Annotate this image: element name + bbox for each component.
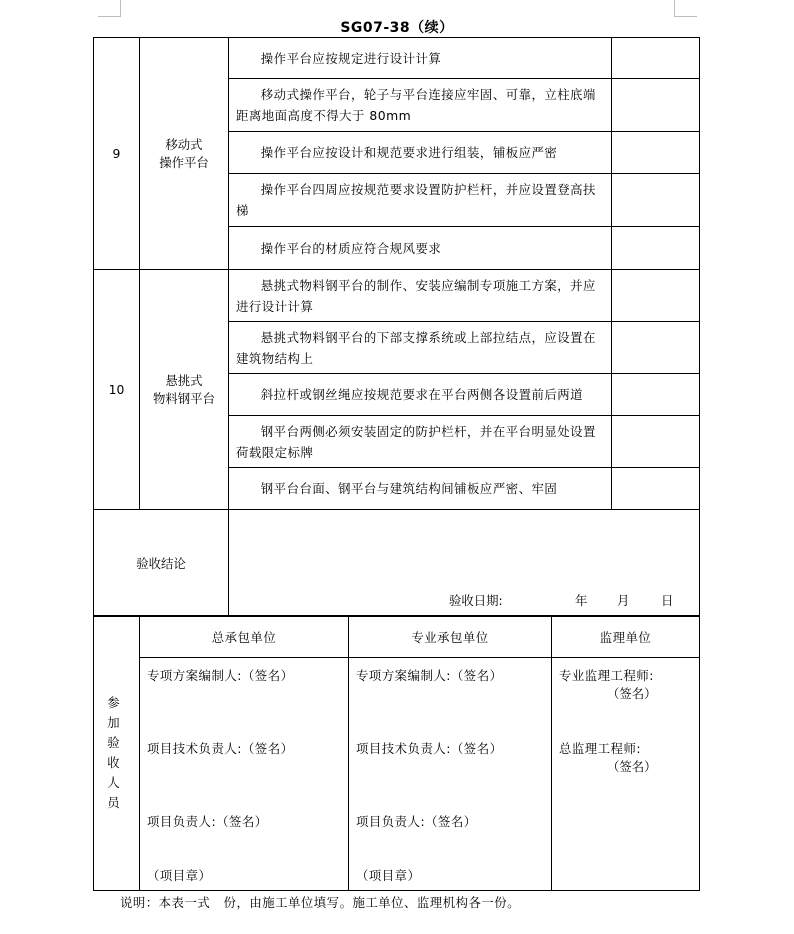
result-cell[interactable] xyxy=(612,270,700,322)
requirement-text: 钢平台台面、钢平台与建筑结构间铺板应严密、牢固 xyxy=(229,468,612,510)
item-number: 9 xyxy=(94,38,140,270)
table-row xyxy=(94,38,700,79)
chief-supervisor-sign: （签名） xyxy=(607,759,657,774)
specialty-contractor-signatures[interactable] xyxy=(349,658,552,891)
result-cell[interactable] xyxy=(612,79,700,132)
conclusion-field[interactable] xyxy=(229,510,700,617)
page-corner-mark-right xyxy=(674,0,697,17)
plan-author-sign: 专项方案编制人:（签名） xyxy=(356,668,503,683)
category-line: 操作平台 xyxy=(159,154,209,170)
result-cell[interactable] xyxy=(612,38,700,79)
item-category xyxy=(140,38,229,270)
chief-supervisor-label: 总监理工程师: xyxy=(559,741,642,756)
result-cell[interactable] xyxy=(612,374,700,416)
conclusion-label: 验收结论 xyxy=(94,510,229,617)
header-specialty-contractor: 专业承包单位 xyxy=(349,616,552,658)
tech-lead-sign: 项目技术负责人:（签名） xyxy=(147,741,294,756)
result-cell[interactable] xyxy=(612,468,700,510)
requirement-text: 操作平台四周应按规范要求设置防护栏杆，并应设置登高扶梯 xyxy=(229,174,612,227)
date-label: 验收日期: xyxy=(449,593,503,608)
requirement-text: 操作平台应按规定进行设计计算 xyxy=(229,38,612,79)
requirement-text: 悬挑式物料钢平台的制作、安装应编制专项施工方案，并应进行设计计算 xyxy=(229,270,612,322)
participants-sign-row xyxy=(94,658,700,891)
item-number: 10 xyxy=(94,270,140,510)
requirement-text: 钢平台两侧必须安装固定的防护栏杆，并在平台明显处设置荷载限定标牌 xyxy=(229,416,612,468)
result-cell[interactable] xyxy=(612,322,700,374)
item-category xyxy=(140,270,229,510)
specialty-supervisor-label: 专业监理工程师: xyxy=(559,668,654,683)
inspection-table xyxy=(93,37,700,617)
participants-label: 参 加 验 收 人 员 xyxy=(94,616,140,891)
supervision-signatures[interactable] xyxy=(552,658,700,891)
conclusion-area xyxy=(229,510,699,616)
result-cell[interactable] xyxy=(612,132,700,174)
specialty-supervisor-sign: （签名） xyxy=(607,686,657,701)
date-day: 日 xyxy=(661,593,674,608)
project-seal: （项目章） xyxy=(147,868,212,883)
requirement-text: 斜拉杆或钢丝绳应按规范要求在平台两侧各设置前后两道 xyxy=(229,374,612,416)
project-seal: （项目章） xyxy=(356,868,421,883)
project-lead-sign: 项目负责人:（签名） xyxy=(356,814,477,829)
table-row xyxy=(94,270,700,322)
category-line: 移动式 xyxy=(165,136,203,152)
result-cell[interactable] xyxy=(612,227,700,270)
tech-lead-sign: 项目技术负责人:（签名） xyxy=(356,741,503,756)
participants-table xyxy=(93,615,700,891)
date-year: 年 xyxy=(575,593,588,608)
conclusion-row xyxy=(94,510,700,617)
requirement-text: 移动式操作平台，轮子与平台连接应牢固、可靠，立柱底端距离地面高度不得大于 80mm xyxy=(229,79,612,132)
category-line: 悬挑式 xyxy=(165,372,203,388)
date-month: 月 xyxy=(617,593,630,608)
result-cell[interactable] xyxy=(612,416,700,468)
footnote: 说明：本表一式 份，由施工单位填写。施工单位、监理机构各一份。 xyxy=(120,895,521,910)
form-title: SG07-38（续） xyxy=(340,20,454,36)
requirement-text: 操作平台的材质应符合规风要求 xyxy=(229,227,612,270)
project-lead-sign: 项目负责人:（签名） xyxy=(147,814,268,829)
category-line: 物料钢平台 xyxy=(153,390,215,406)
header-general-contractor: 总承包单位 xyxy=(140,616,349,658)
requirement-text: 悬挑式物料钢平台的下部支撑系统或上部拉结点，应设置在建筑物结构上 xyxy=(229,322,612,374)
result-cell[interactable] xyxy=(612,174,700,227)
plan-author-sign: 专项方案编制人:（签名） xyxy=(147,668,294,683)
header-supervision: 监理单位 xyxy=(552,616,700,658)
general-contractor-signatures[interactable] xyxy=(140,658,349,891)
requirement-text: 操作平台应按设计和规范要求进行组装，铺板应严密 xyxy=(229,132,612,174)
page-corner-mark-left xyxy=(98,0,121,17)
participants-header-row xyxy=(94,616,700,658)
